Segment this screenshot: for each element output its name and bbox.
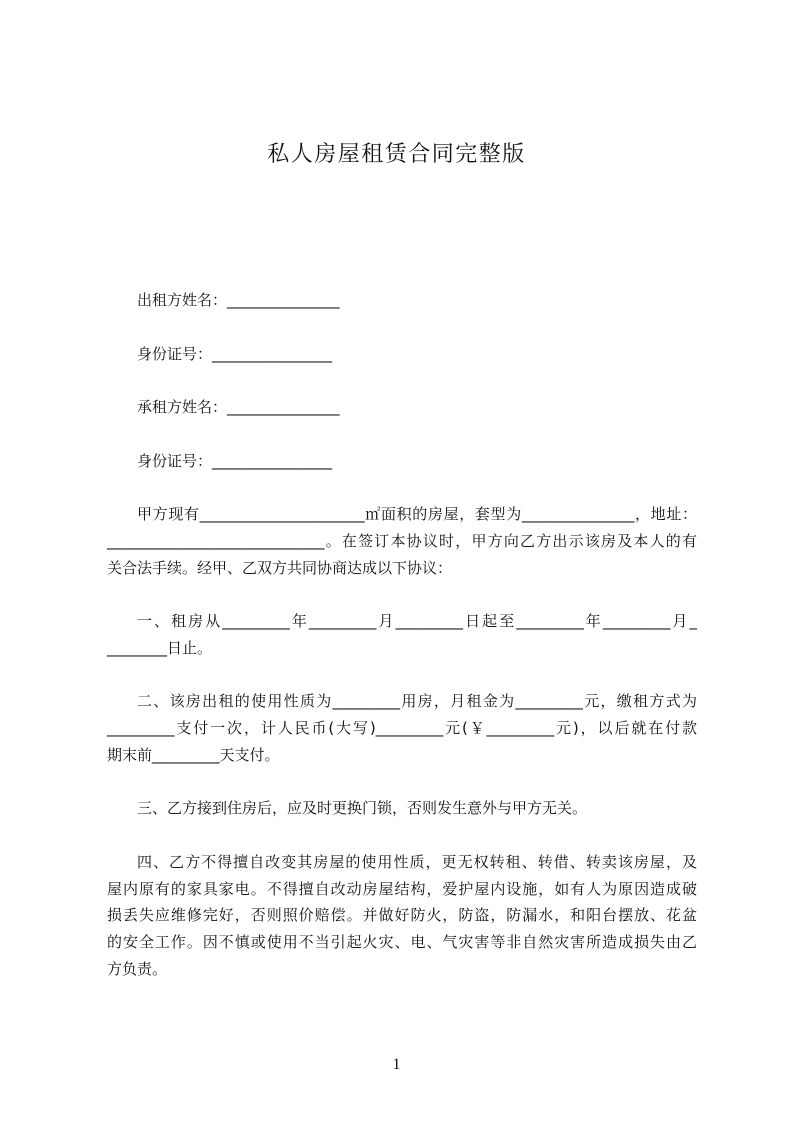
lessee-id-field xyxy=(107,448,697,475)
clause-line: 的安全工作。因不慎或使用不当引起火灾、电、气灾害等非自然灾害所造成损失由乙 xyxy=(107,933,697,951)
preamble-line: 甲方现有______________________㎡面积的房屋，套型为_______________，地址： xyxy=(137,505,697,523)
lessee-name-field xyxy=(107,394,697,421)
page-number: 1 xyxy=(392,1056,401,1073)
clause-line: 三、乙方接到住房后，应及时更换门锁，否则发生意外与甲方无关。 xyxy=(137,799,588,818)
clause-line: ________日止。 xyxy=(107,638,213,657)
clause-line: 四、乙方不得擅自改变其房屋的使用性质，更无权转租、转借、转卖该房屋，及 xyxy=(137,852,697,871)
clause-line: 屋内原有的家具家电。不得擅自改动房屋结构，爱护屋内设施，如有人为原因造成破 xyxy=(107,879,697,898)
lessor-id-field xyxy=(107,341,697,368)
lessor-id-line: 身份证号：________________ xyxy=(137,344,333,363)
lessor-name-line: 出租方姓名：_______________ xyxy=(137,291,340,309)
preamble-line: 关合法手续。经甲、乙双方共同协商达成以下协议： xyxy=(107,558,453,577)
preamble-paragraph xyxy=(107,501,697,581)
lessee-name-line: 承租方姓名：_______________ xyxy=(137,398,340,416)
clause-4-paragraph xyxy=(107,849,697,983)
clause-line: 方负责。 xyxy=(107,959,168,978)
clause-line: _________支付一次，计人民币(大写)_________元(￥_________元)，以后就在付款 xyxy=(107,719,697,737)
contract-body xyxy=(107,287,697,983)
contract-title: 私人房屋租赁合同完整版 xyxy=(267,142,526,167)
preamble-line: _____________________________。在签订本协议时，甲方向乙方出示该房及本人的有 xyxy=(107,531,697,550)
clause-line: 二、该房出租的使用性质为_________用房，月租金为_________元，缴租方式为 xyxy=(137,692,697,711)
clause-1-paragraph xyxy=(107,608,697,662)
lessor-name-field xyxy=(107,287,697,314)
clause-line: 损丢失应维修完好，否则照价赔偿。并做好防火，防盗，防漏水，和阳台摆放、花盆 xyxy=(107,906,697,925)
clause-line: 一、租房从_________年_________月_________日起至_________年_________月_ xyxy=(137,612,697,630)
clause-line: 期末前_________天支付。 xyxy=(107,745,280,764)
clause-2-paragraph xyxy=(107,688,697,768)
lessee-id-line: 身份证号：________________ xyxy=(137,451,333,470)
clause-3-paragraph xyxy=(107,795,697,822)
